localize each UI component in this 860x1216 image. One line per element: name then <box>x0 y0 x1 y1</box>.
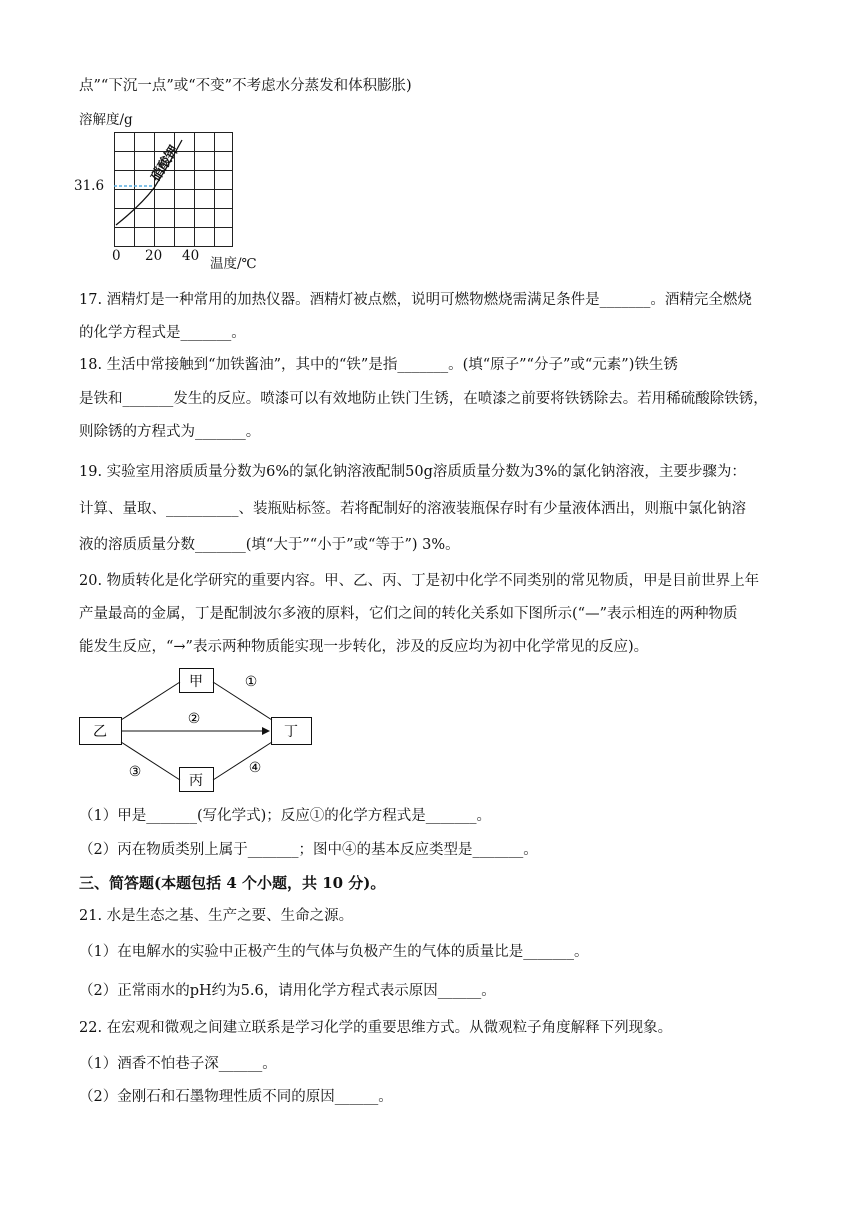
q22-sub-2: （2）金刚石和石墨物理性质不同的原因______。 <box>79 1089 393 1105</box>
q20-sub-2: （2）丙在物质类别上属于_______；图中④的基本反应类型是_______。 <box>79 842 538 858</box>
q20-line-3: 能发生反应，“→”表示两种物质能实现一步转化，涉及的反应均为初中化学常见的反应)。 <box>79 639 649 655</box>
text-line: 点”“下沉一点”或“不变”不考虑水分蒸发和体积膨胀) <box>79 78 412 94</box>
q19-line-1: 19. 实验室用溶质质量分数为6%的氯化钠溶液配制50g溶质质量分数为3%的氯化钠溶液，主要步骤为： <box>79 464 746 480</box>
q22-line: 22. 在宏观和微观之间建立联系是学习化学的重要思维方式。从微观粒子角度解释下列现象。 <box>79 1020 673 1036</box>
edge-jia-ding <box>213 682 272 720</box>
q18-line-1: 18. 生活中常接触到“加铁酱油”，其中的“铁”是指_______。(填“原子”“分子”或“元素”)铁生锈 <box>79 357 678 373</box>
chart-x-label: 温度/℃ <box>210 256 257 272</box>
node-bing: 丙 <box>189 773 203 789</box>
chart-x-tick-40: 40 <box>182 248 200 264</box>
edge-yi-jia <box>121 682 180 720</box>
chart-grid <box>70 102 270 272</box>
edge-label-3: ③ <box>128 764 142 780</box>
edge-label-1: ① <box>244 674 258 690</box>
q21-line: 21. 水是生态之基、生产之要、生命之源。 <box>79 908 354 924</box>
q18-line-2: 是铁和_______发生的反应。喷漆可以有效地防止铁门生锈，在喷漆之前要将铁锈除去。若用稀硫酸除铁锈， <box>79 391 768 407</box>
node-ding: 丁 <box>284 724 298 740</box>
edge-label-2: ② <box>187 711 201 727</box>
q19-line-2: 计算、量取、__________、装瓶贴标签。若将配制好的溶液装瓶保存时有少量液体洒出，则瓶中氯化钠溶 <box>79 501 746 517</box>
node-yi: 乙 <box>93 724 107 740</box>
q20-sub-1: （1）甲是_______(写化学式)；反应①的化学方程式是_______。 <box>79 808 492 824</box>
q22-sub-1: （1）酒香不怕巷子深______。 <box>79 1056 277 1072</box>
transformation-diagram <box>70 660 330 800</box>
q18-line-3: 则除锈的方程式为_______。 <box>79 424 261 440</box>
chart-y-marker: 31.6 <box>74 178 105 194</box>
q19-line-3: 液的溶质质量分数_______(填“大于”“小于”或“等于”) 3%。 <box>79 537 460 553</box>
q21-sub-1: （1）在电解水的实验中正极产生的气体与负极产生的气体的质量比是_______。 <box>79 944 589 960</box>
solubility-chart <box>70 102 270 272</box>
q20-line-1: 20. 物质转化是化学研究的重要内容。甲、乙、丙、丁是初中化学不同类别的常见物质，甲是目前世界上年 <box>79 573 760 589</box>
node-jia: 甲 <box>189 674 203 690</box>
q17-line-1: 17. 酒精灯是一种常用的加热仪器。酒精灯被点燃，说明可燃物燃烧需满足条件是_______。酒精完全燃烧 <box>79 292 752 308</box>
edge-label-4: ④ <box>248 760 262 776</box>
q20-line-2: 产量最高的金属，丁是配制波尔多液的原料，它们之间的转化关系如下图所示(“—”表示相连的两种物质 <box>79 606 738 622</box>
section-heading: 三、简答题(本题包括 4 个小题，共 10 分)。 <box>79 874 386 892</box>
q21-sub-2: （2）正常雨水的pH约为5.6，请用化学方程式表示原因______。 <box>79 983 496 999</box>
q17-line-2: 的化学方程式是_______。 <box>79 325 246 341</box>
curve-label: 硝酸钾 <box>148 143 183 185</box>
chart-x-tick-0: 0 <box>112 248 121 264</box>
chart-y-label: 溶解度/g <box>79 112 133 128</box>
chart-x-tick-20: 20 <box>145 248 163 264</box>
edge-bing-ding <box>213 742 272 780</box>
